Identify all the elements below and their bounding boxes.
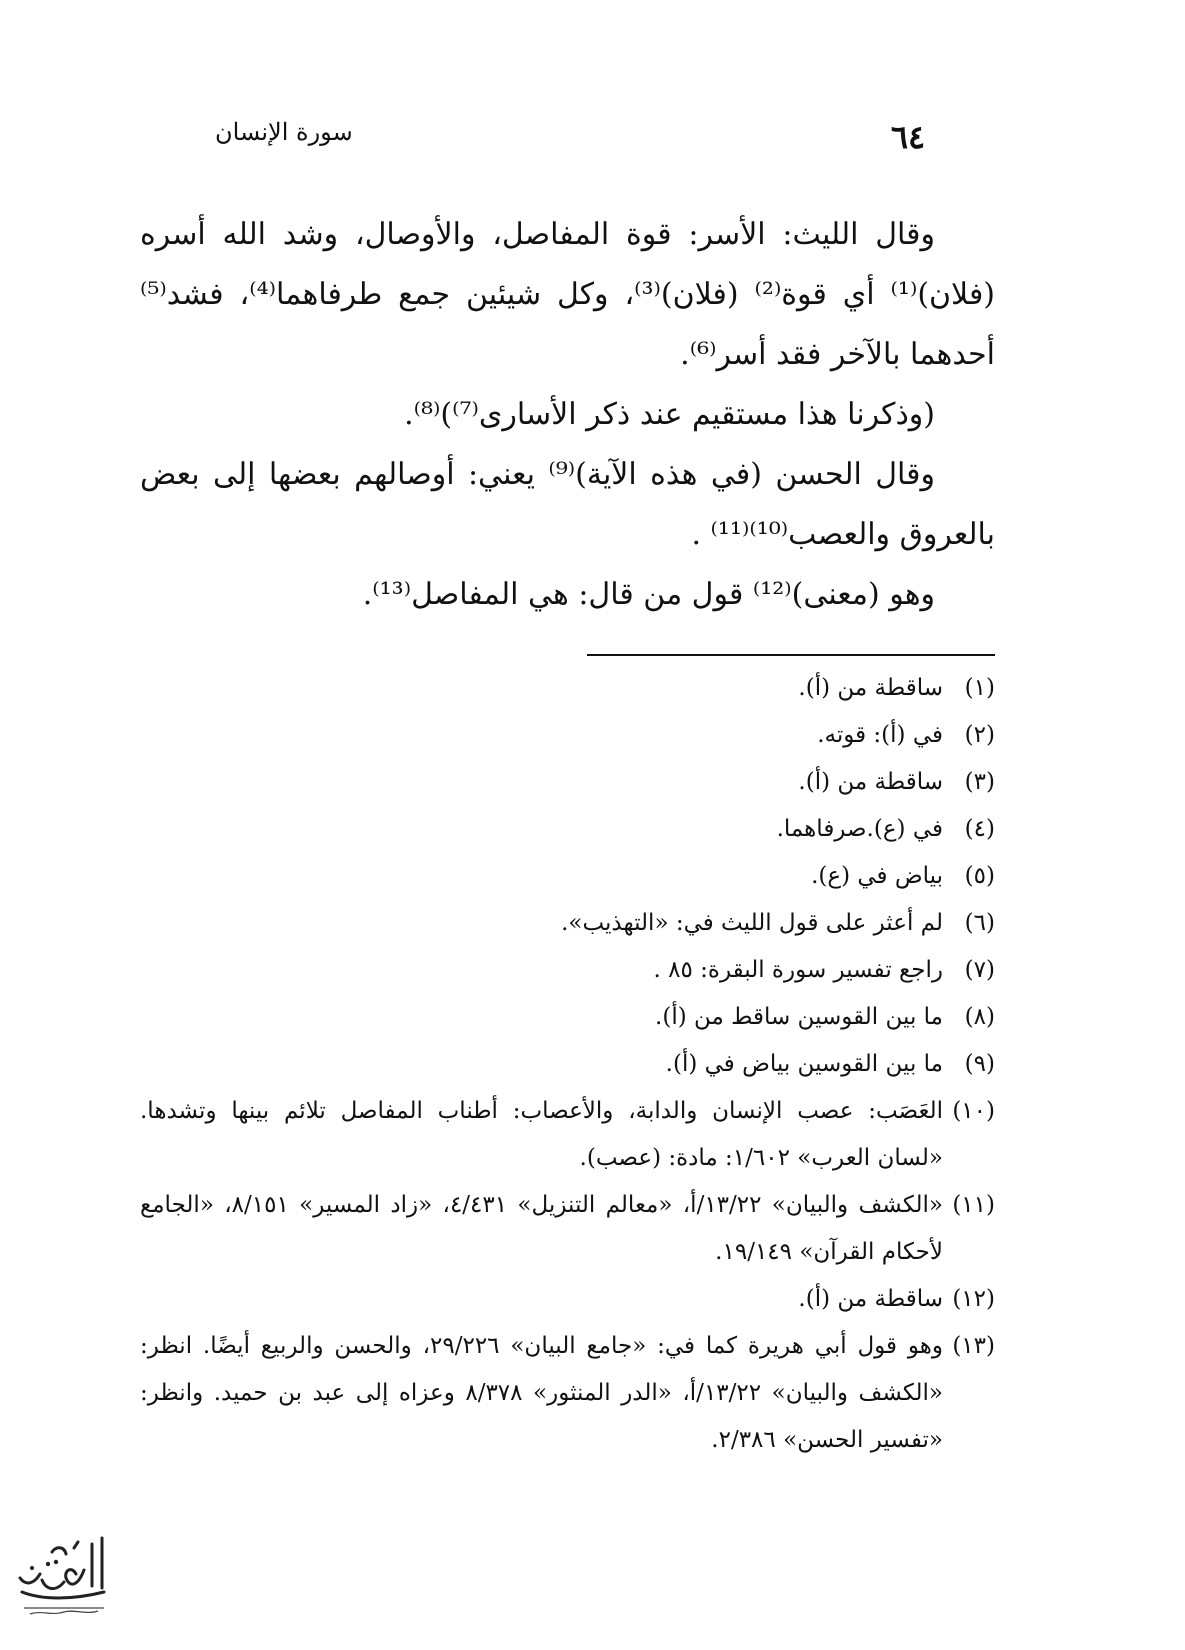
footnote-number: (٢): [964, 722, 995, 748]
footnote-item: [140, 665, 995, 712]
footnote-item: [140, 1323, 995, 1464]
footnote-text: ما بين القوسين بياض في (أ).: [665, 1051, 943, 1077]
footnote-item: [140, 853, 995, 900]
footnotes-list: [140, 665, 995, 1464]
footnote-item: [140, 994, 995, 1041]
footnote-number: (٤): [964, 816, 995, 842]
paragraph: وهو (معنى)⁽¹²⁾ قول من قال: هي المفاصل⁽¹³⁾.: [362, 577, 935, 612]
footnote-text: العَصَب: عصب الإنسان والدابة، والأعصاب: أطناب المفاصل تلائم بينها وتشدها. «لسان العرب» ١/٦٠٢: مادة: (عصب).: [140, 1098, 943, 1171]
footnote-number: (١٠): [952, 1098, 995, 1124]
footnote-text: ساقطة من (أ).: [798, 1286, 943, 1312]
footnote-text: في (ع).صرفاهما.: [776, 816, 943, 842]
footnote-number: (١): [964, 675, 995, 701]
calligraphy-logo-graphic: [12, 1530, 112, 1620]
calligraphy-logo-icon: [12, 1530, 112, 1620]
surah-title: سورة الإنسان: [215, 118, 353, 146]
footnote-text: بياض في (ع).: [811, 863, 943, 889]
footnote-number: (١١): [952, 1192, 995, 1218]
footnote-item: [140, 1276, 995, 1323]
footnote-item: [140, 759, 995, 806]
footnote-number: (٨): [964, 1004, 995, 1030]
footnote-text: ما بين القوسين ساقط من (أ).: [655, 1004, 943, 1030]
footnote-number: (٣): [964, 769, 995, 795]
footnote-text: «الكشف والبيان» ١٣/٢٢/أ، «معالم التنزيل» ٤/٤٣١، «زاد المسير» ٨/١٥١، «الجامع لأحكام القرآن» ١٩/١٤٩.: [140, 1192, 943, 1265]
footnote-number: (١٣): [952, 1333, 995, 1359]
footnote-item: [140, 947, 995, 994]
footnote-number: (٦): [964, 910, 995, 936]
footnote-number: (١٢): [952, 1286, 995, 1312]
paragraph: (وذكرنا هذا مستقيم عند ذكر الأسارى⁽⁷⁾)⁽⁸⁾.: [404, 397, 935, 432]
page-number: ٦٤: [890, 118, 926, 156]
footnote-text: في (أ): قوته.: [817, 722, 943, 748]
footnote-text: راجع تفسير سورة البقرة: ٨٥ .: [653, 957, 943, 983]
footnote-item: [140, 712, 995, 759]
footnote-number: (٩): [964, 1051, 995, 1077]
footnote-item: [140, 1041, 995, 1088]
footnote-item: [140, 1182, 995, 1276]
footnote-item: [140, 806, 995, 853]
footnote-divider: [587, 654, 995, 656]
footnote-text: لم أعثر على قول الليث في: «التهذيب».: [561, 910, 943, 936]
footnote-text: ساقطة من (أ).: [798, 769, 943, 795]
footnote-number: (٧): [964, 957, 995, 983]
footnote-text: وهو قول أبي هريرة كما في: «جامع البيان» ٢٩/٢٢٦، والحسن والربيع أيضًا. انظر: «الكشف والبيان» ١٣/٢٢/أ، «الدر المنثور» ٨/٣٧٨ وعزاه إلى عبد بن حميد. وانظر: «تفسير الحسن» ٢/٣٨٦.: [140, 1333, 944, 1453]
footnote-item: [140, 900, 995, 947]
paragraph: وقال الحسن (في هذه الآية)⁽⁹⁾ يعني: أوصالهم بعضها إلى بعض بالعروق والعصب⁽¹⁰⁾⁽¹¹⁾ .: [140, 457, 995, 552]
footnote-item: [140, 1088, 995, 1182]
paragraph: وقال الليث: الأسر: قوة المفاصل، والأوصال، وشد الله أسره (فلان)⁽¹⁾ أي قوة⁽²⁾ (فلان)⁽³⁾، وكل شيئين جمع طرفاهما⁽⁴⁾، فشد⁽⁵⁾ أحدهما بالآخر فقد أسر⁽⁶⁾.: [140, 217, 996, 372]
footnote-number: (٥): [964, 863, 995, 889]
footnote-text: ساقطة من (أ).: [798, 675, 943, 701]
main-text: [140, 205, 995, 625]
